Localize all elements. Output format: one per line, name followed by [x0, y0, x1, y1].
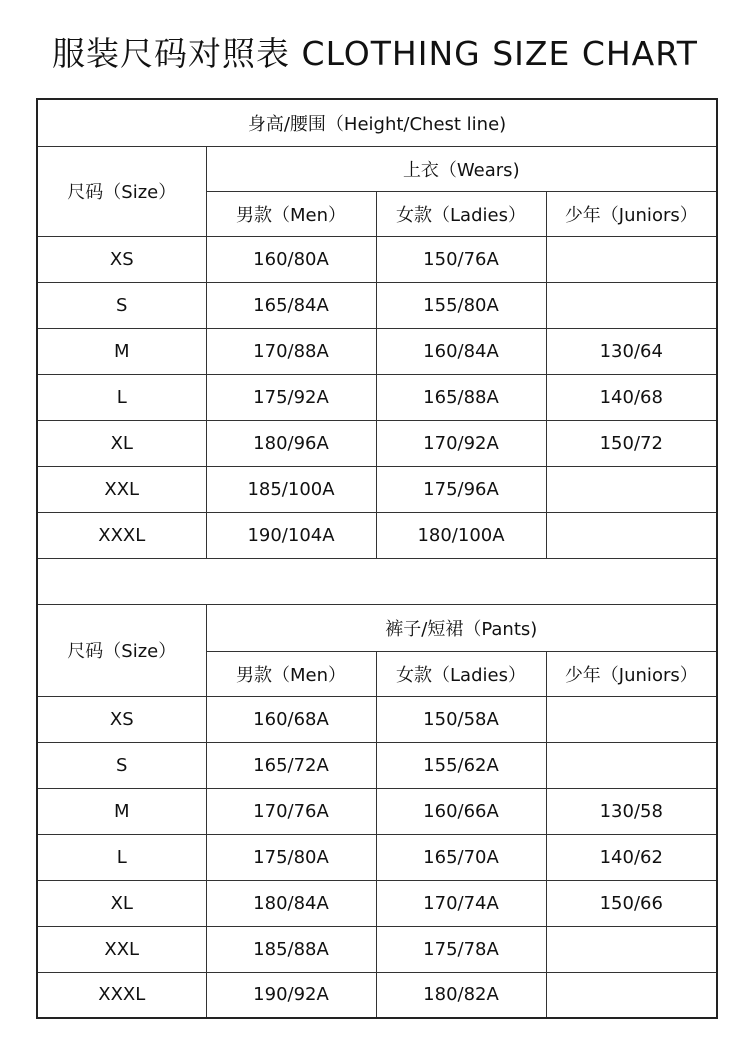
men-cell: 175/80A — [206, 834, 376, 880]
juniors-cell — [546, 926, 717, 972]
size-cell: XS — [37, 696, 206, 742]
size-cell: XXXL — [37, 972, 206, 1018]
size-cell: XXL — [37, 926, 206, 972]
men-cell: 180/84A — [206, 880, 376, 926]
ladies-cell: 165/70A — [376, 834, 546, 880]
size-cell: L — [37, 834, 206, 880]
table-row — [37, 880, 717, 926]
size-cell: L — [37, 374, 206, 420]
men-cell: 190/104A — [206, 512, 376, 558]
juniors-cell: 130/58 — [546, 788, 717, 834]
pants-group-header: 裤子/短裙（Pants) — [206, 604, 717, 651]
ladies-cell: 150/58A — [376, 696, 546, 742]
juniors-cell — [546, 696, 717, 742]
ladies-cell: 180/82A — [376, 972, 546, 1018]
group-header-row — [37, 604, 717, 651]
ladies-cell: 175/96A — [376, 466, 546, 512]
juniors-cell — [546, 466, 717, 512]
size-cell: M — [37, 788, 206, 834]
table-row — [37, 420, 717, 466]
table-row — [37, 236, 717, 282]
size-column-header: 尺码（Size） — [37, 146, 206, 236]
size-cell: S — [37, 282, 206, 328]
men-cell: 185/100A — [206, 466, 376, 512]
spacer-row — [37, 558, 717, 604]
height-chest-header: 身高/腰围（Height/Chest line) — [37, 99, 717, 146]
table-row — [37, 282, 717, 328]
group-header-row — [37, 146, 717, 191]
ladies-cell: 160/84A — [376, 328, 546, 374]
juniors-cell: 130/64 — [546, 328, 717, 374]
table-row — [37, 328, 717, 374]
table-row — [37, 926, 717, 972]
men-cell: 165/72A — [206, 742, 376, 788]
table-row — [37, 788, 717, 834]
table-row — [37, 972, 717, 1018]
size-chart-table — [36, 98, 718, 1019]
ladies-cell: 170/92A — [376, 420, 546, 466]
table-row — [37, 834, 717, 880]
table-row — [37, 696, 717, 742]
ladies-cell: 160/66A — [376, 788, 546, 834]
table-row — [37, 374, 717, 420]
size-cell: M — [37, 328, 206, 374]
size-cell: XXXL — [37, 512, 206, 558]
men-cell: 160/80A — [206, 236, 376, 282]
men-cell: 165/84A — [206, 282, 376, 328]
juniors-cell — [546, 742, 717, 788]
men-cell: 190/92A — [206, 972, 376, 1018]
table-row — [37, 742, 717, 788]
size-cell: XXL — [37, 466, 206, 512]
juniors-column-header: 少年（Juniors） — [546, 651, 717, 696]
juniors-cell: 140/62 — [546, 834, 717, 880]
juniors-cell — [546, 282, 717, 328]
wears-group-header: 上衣（Wears) — [206, 146, 717, 191]
juniors-cell: 140/68 — [546, 374, 717, 420]
size-cell: XS — [37, 236, 206, 282]
size-cell: S — [37, 742, 206, 788]
ladies-column-header: 女款（Ladies） — [376, 651, 546, 696]
ladies-cell: 165/88A — [376, 374, 546, 420]
men-cell: 180/96A — [206, 420, 376, 466]
juniors-cell — [546, 236, 717, 282]
table-row — [37, 512, 717, 558]
ladies-cell: 155/62A — [376, 742, 546, 788]
size-cell: XL — [37, 420, 206, 466]
table-row — [37, 466, 717, 512]
section-header-row — [37, 99, 717, 146]
ladies-cell: 180/100A — [376, 512, 546, 558]
juniors-cell: 150/66 — [546, 880, 717, 926]
size-column-header: 尺码（Size） — [37, 604, 206, 696]
men-cell: 160/68A — [206, 696, 376, 742]
men-cell: 175/92A — [206, 374, 376, 420]
juniors-cell — [546, 972, 717, 1018]
men-cell: 170/88A — [206, 328, 376, 374]
men-cell: 185/88A — [206, 926, 376, 972]
juniors-column-header: 少年（Juniors） — [546, 191, 717, 236]
juniors-cell: 150/72 — [546, 420, 717, 466]
spacer-cell — [37, 558, 717, 604]
ladies-cell: 170/74A — [376, 880, 546, 926]
page-title: 服装尺码对照表 CLOTHING SIZE CHART — [52, 34, 698, 73]
men-column-header: 男款（Men） — [206, 651, 376, 696]
juniors-cell — [546, 512, 717, 558]
size-cell: XL — [37, 880, 206, 926]
men-cell: 170/76A — [206, 788, 376, 834]
ladies-cell: 150/76A — [376, 236, 546, 282]
ladies-column-header: 女款（Ladies） — [376, 191, 546, 236]
ladies-cell: 155/80A — [376, 282, 546, 328]
men-column-header: 男款（Men） — [206, 191, 376, 236]
ladies-cell: 175/78A — [376, 926, 546, 972]
